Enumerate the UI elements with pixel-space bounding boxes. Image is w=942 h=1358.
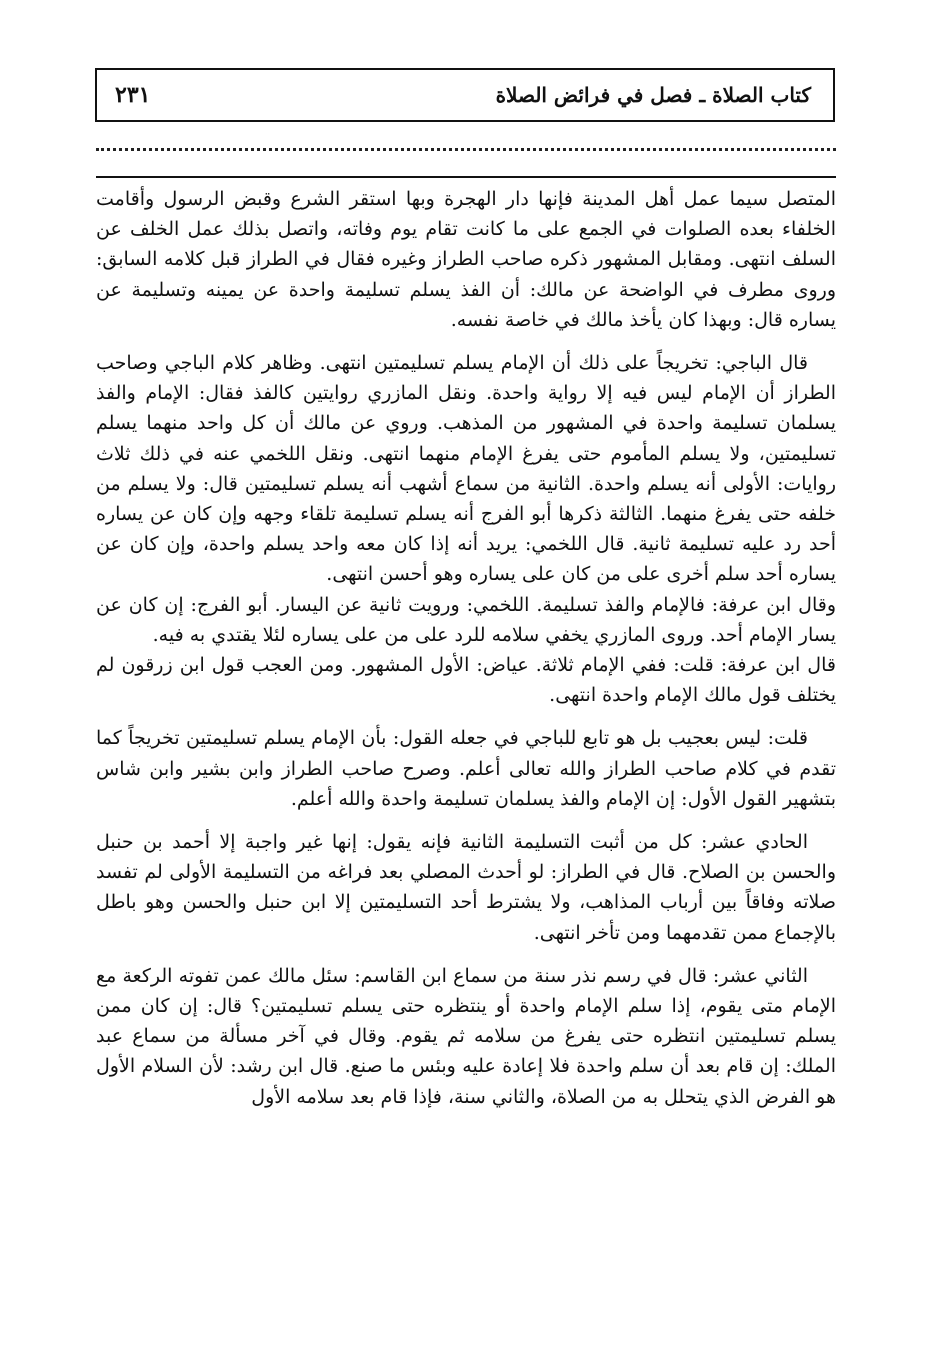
dotted-divider xyxy=(96,148,836,151)
paragraph: الحادي عشر: كل من أثبت التسليمة الثانية فإنه يقول: إنها غير واجبة إلا أحمد بن حنبل والحسن بن الصلاح. قال في الطراز: لو أحدث المصلي بعد فراغه من التسليمة الأولى لم تفسد صلاته وفاقاً بين أرباب المذاهب، ولا يشترط أحد التسليمتين إلا ابن حنبل والحسن وهو باطل بالإجماع ممن تقدمهما ومن تأخر انتهى. xyxy=(96,831,836,944)
header-title: كتاب الصلاة ـ فصل في فرائض الصلاة xyxy=(495,83,811,107)
running-header xyxy=(95,68,835,122)
paragraph: وقال ابن عرفة: فالإمام والفذ تسليمة. اللخمي: ورويت ثانية عن اليسار. أبو الفرج: إن كان عن يسار الإمام أحد. وروى المازري يخفي سلامه للرد على من على يساره لئلا يقتدي به فيه. xyxy=(96,593,836,646)
paragraph: قلت: ليس بعجيب بل هو تابع للباجي في جعله القول: بأن الإمام يسلم تسليمتين تخريجاً كما تقدم في كلام صاحب الطراز والله تعالى أعلم. وصرح صاحب الطراز وابن بشير وابن شاس بتشهير القول الأول: إن الإمام والفذ يسلمان تسليمة واحدة والله أعلم. xyxy=(96,727,836,810)
paragraph: المتصل سيما عمل أهل المدينة فإنها دار الهجرة وبها استقر الشرع وقبض الرسول وأقامت الخلفاء بعده الصلوات في الجمع على ما كانت تقام يوم وفاته، واتصل بذلك عمل الخلف عن السلف انتهى. ومقابل المشهور ذكره صاحب الطراز وغيره فقال في الطراز قبل كلامه السابق: وروى مطرف في الواضحة عن مالك: أن الفذ يسلم تسليمة واحدة عن يمينه وتسليمة عن يساره قال: وبهذا كان يأخذ مالك في خاصة نفسه. xyxy=(96,188,837,331)
paragraph: قال ابن عرفة: قلت: ففي الإمام ثلاثة. عياض: الأول المشهور. ومن العجب قول ابن زرقون لم يختلف قول مالك الإمام واحدة انتهى. xyxy=(96,654,836,707)
solid-divider xyxy=(96,176,836,178)
body-text xyxy=(96,184,836,1112)
paragraph: الثاني عشر: قال في رسم نذر سنة من سماع ابن القاسم: سئل مالك عمن تفوته الركعة مع الإمام متى يقوم، إذا سلم الإمام واحدة أو ينتظره حتى يسلم تسليمتين؟ قال: إن كان ممن يسلم تسليمتين انتظره حتى يفرغ من سلامه ثم يقوم. وقال في آخر مسألة من سماع عبد الملك: إن قام بعد أن سلم واحدة فلا إعادة عليه وبئس ما صنع. قال ابن رشد: لأن السلام الأول هو الفرض الذي يتحلل به من الصلاة، والثاني سنة، فإذا قام بعد سلامه الأول xyxy=(96,964,836,1108)
paragraph: قال الباجي: تخريجاً على ذلك أن الإمام يسلم تسليمتين انتهى. وظاهر كلام الباجي وصاحب الطراز أن الإمام ليس فيه إلا رواية واحدة. ونقل المازري روايتين كالفذ فقال: الإمام والفذ يسلمان تسليمة واحدة في المشهور من المذهب. وروي عن مالك أن كل واحد منهما يسلم تسليمتين، ولا يسلم المأموم حتى يفرغ الإمام منهما انتهى. ونقل اللخمي عنه في ذلك ثلاث روايات: الأولى أنه يسلم واحدة. الثانية من سماع أشهب أنه يسلم تسليمتين قال: ولا يسلم من خلفه حتى يفرغ منهما. الثالثة ذكرها أبو الفرج أنه يسلم تسليمة تلقاء وجهه وإن كان عن يساره أحد رد عليه تسليمة ثانية. قال اللخمي: يريد أنه إذا كان معه واحد يسلم واحدة، وإن كان عن يساره أحد سلم أخرى على من كان على يساره وهو أحسن انتهى. xyxy=(96,352,836,586)
page-number: ٢٣١ xyxy=(115,82,151,108)
